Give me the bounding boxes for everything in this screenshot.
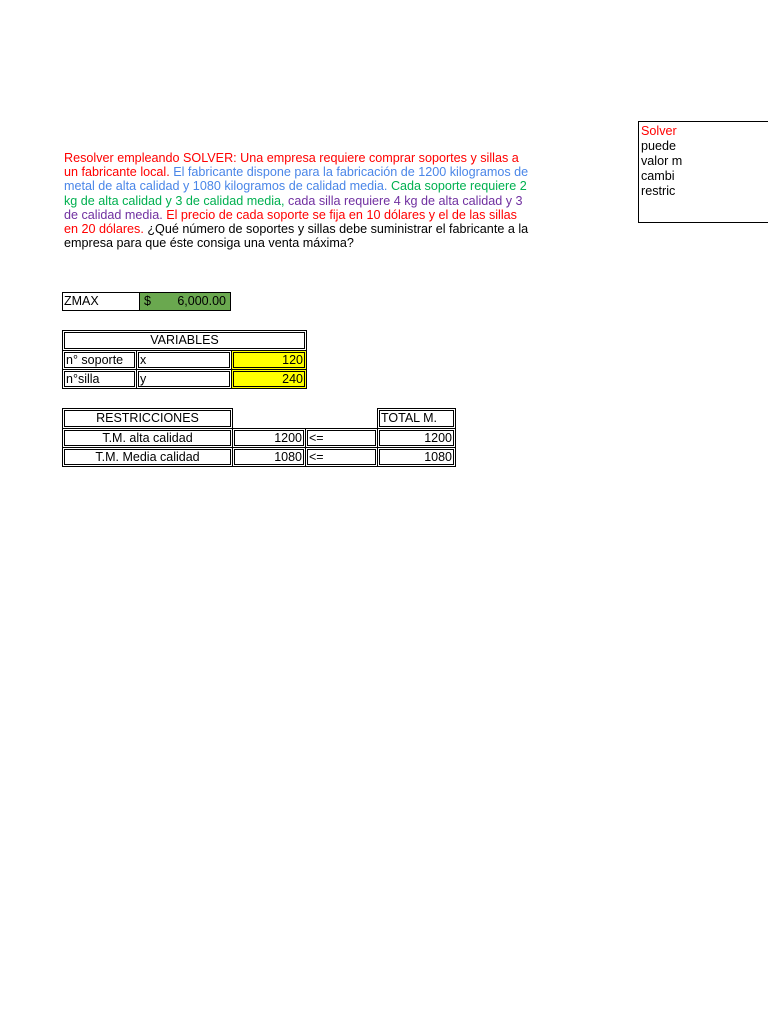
variable-name-silla[interactable]: n°silla: [62, 369, 137, 389]
restriction-rhs-alta[interactable]: 1200: [377, 428, 456, 448]
variables-header[interactable]: VARIABLES: [62, 330, 307, 351]
total-header[interactable]: TOTAL M.: [377, 408, 456, 429]
problem-segment-3: Cada soporte requiere 2 kg de alta calidad y 3 de calidad media,: [64, 179, 527, 208]
restriction-rhs-media[interactable]: 1080: [377, 447, 456, 467]
restriction-op-media[interactable]: <=: [305, 447, 378, 467]
problem-statement: [64, 151, 534, 250]
note-line-4: cambi: [641, 169, 675, 183]
zmax-label[interactable]: ZMAX: [62, 292, 139, 311]
variable-value-y[interactable]: 240: [231, 369, 307, 389]
restriction-lhs-alta[interactable]: 1200: [232, 428, 306, 448]
variable-symbol-y[interactable]: y: [136, 369, 232, 389]
variable-value-x[interactable]: 120: [231, 350, 307, 370]
restriction-lhs-media[interactable]: 1080: [232, 447, 306, 467]
problem-segment-6: ¿Qué número de soportes y sillas debe suministrar el fabricante a la empresa para que éste consiga una venta máxima?: [64, 222, 529, 251]
problem-segment-4: cada silla requiere 4 kg de alta calidad y 3 de calidad media.: [64, 193, 523, 222]
variable-symbol-x[interactable]: x: [136, 350, 232, 370]
restriction-op-alta[interactable]: <=: [305, 428, 378, 448]
restricciones-header[interactable]: RESTRICCIONES: [62, 408, 233, 429]
note-line-3: valor m: [641, 154, 683, 168]
note-line-2: puede: [641, 139, 677, 153]
problem-segment-5: El precio de cada soporte se fija en 10 dólares y el de las sillas en 20 dólares.: [64, 207, 517, 237]
zmax-currency: $: [144, 294, 151, 308]
problem-segment-1: Resolver empleando SOLVER: Una empresa requiere comprar soportes y sillas a un fabricante local.: [64, 151, 519, 180]
solver-note-box: [638, 121, 768, 223]
restriction-name-media[interactable]: T.M. Media calidad: [62, 447, 233, 467]
note-line-5: restric: [641, 184, 676, 198]
zmax-value-cell[interactable]: [139, 292, 231, 311]
note-line-1: Solver: [641, 124, 677, 138]
zmax-value: 6,000.00: [177, 294, 226, 308]
variable-name-soporte[interactable]: n° soporte: [62, 350, 137, 370]
restriction-name-alta[interactable]: T.M. alta calidad: [62, 428, 233, 448]
problem-segment-2: El fabricante dispone para la fabricación de 1200 kilogramos de metal de alta calidad y 1080 kilogramos de calidad media.: [64, 165, 529, 194]
